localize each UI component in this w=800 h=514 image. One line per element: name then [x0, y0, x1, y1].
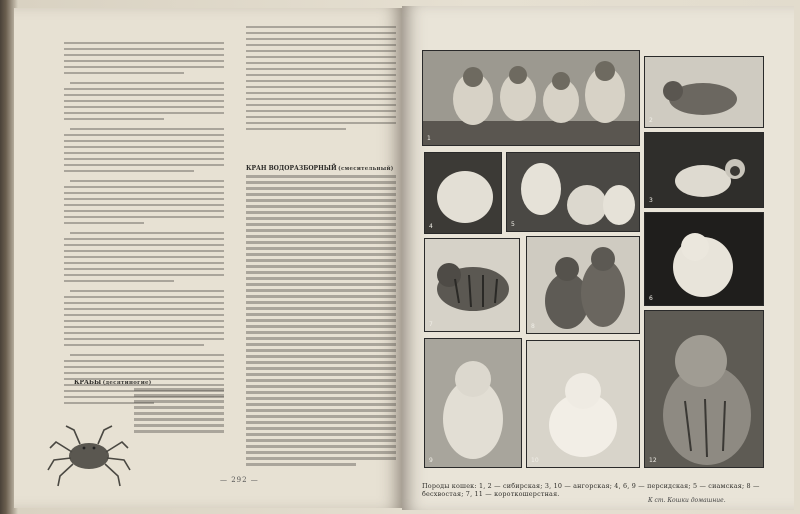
photo-number: 9 — [429, 457, 433, 464]
photo-5 — [506, 152, 640, 232]
source-note: К ст. Кошки домашние. — [648, 497, 726, 504]
left-page — [14, 8, 402, 508]
section-heading: КРАН ВОДОРАЗБОРНЫЙ — [246, 165, 337, 172]
section-subheading: (смесительный) — [338, 166, 394, 172]
photo-number: 10 — [531, 457, 539, 464]
middle-text-column — [246, 26, 396, 486]
photo-12 — [644, 310, 764, 468]
figure-caption: Породы кошек: 1, 2 — сибирская; 3, 10 — ангорская; 4, 6, 9 — персидская; 5 — сиамская; 8 — бесхвостая; 7, 11 — короткошерстная. — [422, 482, 760, 498]
photo-9 — [424, 338, 522, 468]
photo-number: 7 — [429, 321, 433, 328]
right-page — [402, 6, 794, 510]
photo-number: 2 — [649, 117, 653, 124]
photo-number: 8 — [531, 323, 535, 330]
photo-2 — [644, 56, 764, 128]
photo-number: 12 — [649, 457, 657, 464]
photo-3 — [644, 132, 764, 208]
photo-7 — [424, 238, 520, 332]
photo-number: 4 — [429, 223, 433, 230]
photo-10 — [526, 340, 640, 468]
photo-number: 3 — [649, 197, 653, 204]
crabs-heading: КРАБЫ — [74, 380, 102, 386]
photo-number: 6 — [649, 295, 653, 302]
photo-1 — [422, 50, 640, 146]
photo-4 — [424, 152, 502, 234]
photo-number: 5 — [511, 221, 515, 228]
photo-6 — [644, 212, 764, 306]
crab-illustration — [44, 420, 134, 490]
crabs-subheading: (десятиногие) — [102, 380, 152, 386]
page-number: — 292 — — [220, 476, 259, 484]
photo-8 — [526, 236, 640, 334]
photo-number: 1 — [427, 135, 431, 142]
